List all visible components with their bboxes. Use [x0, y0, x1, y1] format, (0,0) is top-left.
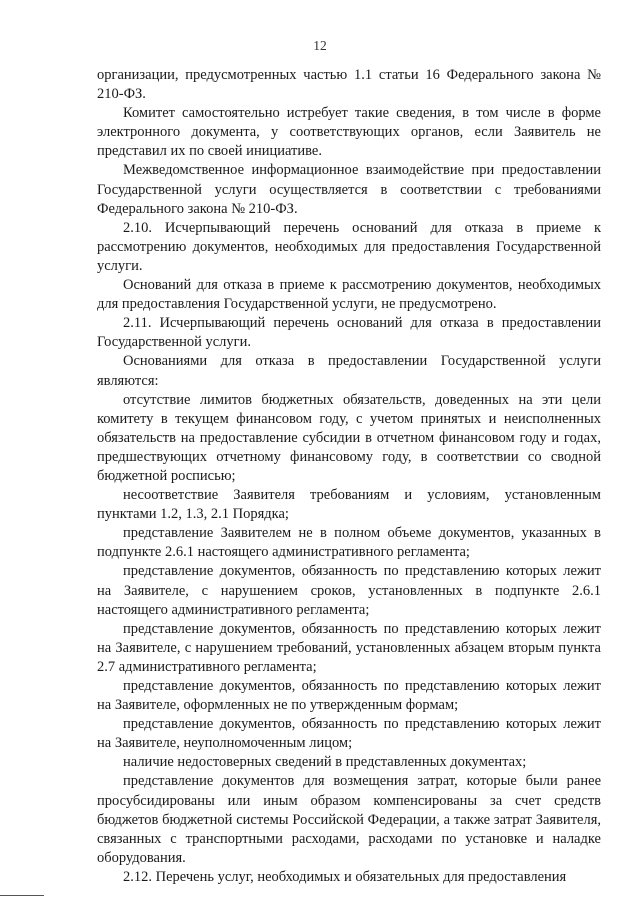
- list-item: представление документов, обязанность по представлению которых лежит на Заявителе, с нарушением требований, установленных абзацем вторым пункта 2.7 административного регламента;: [97, 620, 601, 675]
- section-2-12-heading: 2.12. Перечень услуг, необходимых и обязательных для предоставления: [123, 868, 567, 885]
- paragraph-3: Межведомственное информационное взаимодействие при предоставлении Государственной услуги осуществляется в соответствии с требованиями Федерального закона № 210-ФЗ.: [97, 162, 601, 217]
- paragraph-2: Комитет самостоятельно истребует такие сведения, в том числе в форме электронного документа, у соответствующих органов, если Заявитель не представил их по своей инициативе.: [97, 105, 601, 160]
- list-item: представление документов для возмещения затрат, которые были ранее просубсидированы или иным образом компенсированы за счет средств бюджетов бюджетной системы Российской Федерации, а также затрат Заявителя, связанных с транспортными расходами, расходами по установке и наладке оборудования.: [97, 773, 601, 866]
- list-item: несоответствие Заявителя требованиям и условиям, установленным пунктами 1.2, 1.3, 2.1 Порядка;: [97, 487, 601, 523]
- document-body: [97, 66, 601, 887]
- paragraph-1: организации, предусмотренных частью 1.1 статьи 16 Федерального закона № 210-ФЗ.: [97, 67, 601, 103]
- section-2-11-heading: 2.11. Исчерпывающий перечень оснований для отказа в предоставлении Государственной услуги.: [97, 315, 601, 351]
- page-number: 12: [313, 38, 327, 53]
- list-item: представление документов, обязанность по представлению которых лежит на Заявителе, оформленных не по утвержденным формам;: [97, 678, 601, 714]
- list-item: отсутствие лимитов бюджетных обязательств, доведенных на эти цели комитету в текущем финансовом году, с учетом принятых и неисполненных обязательств на предоставление субсидии в отчетном финансовом году и годах, предшествующих отчетному финансовому году, в соответствии со сводной бюджетной росписью;: [97, 391, 601, 484]
- list-item: представление документов, обязанность по представлению которых лежит на Заявителе, неуполномоченным лицом;: [97, 716, 601, 752]
- section-2-10-heading: 2.10. Исчерпывающий перечень оснований для отказа в приеме к рассмотрению документов, необходимых для предоставления Государственной услуги.: [97, 219, 601, 274]
- footer-divider: [0, 895, 44, 896]
- paragraph-5: Оснований для отказа в приеме к рассмотрению документов, необходимых для предоставления Государственной услуги, не предусмотрено.: [97, 277, 601, 313]
- list-item: представление документов, обязанность по представлению которых лежит на Заявителе, с нарушением сроков, установленных в подпункте 2.6.1 настоящего административного регламента;: [97, 563, 601, 618]
- list-item: наличие недостоверных сведений в представленных документах;: [123, 754, 527, 771]
- list-item: представление Заявителем не в полном объеме документов, указанных в подпункте 2.6.1 настоящего административного регламента;: [97, 525, 601, 561]
- paragraph-7: Основаниями для отказа в предоставлении Государственной услуги являются:: [97, 353, 601, 389]
